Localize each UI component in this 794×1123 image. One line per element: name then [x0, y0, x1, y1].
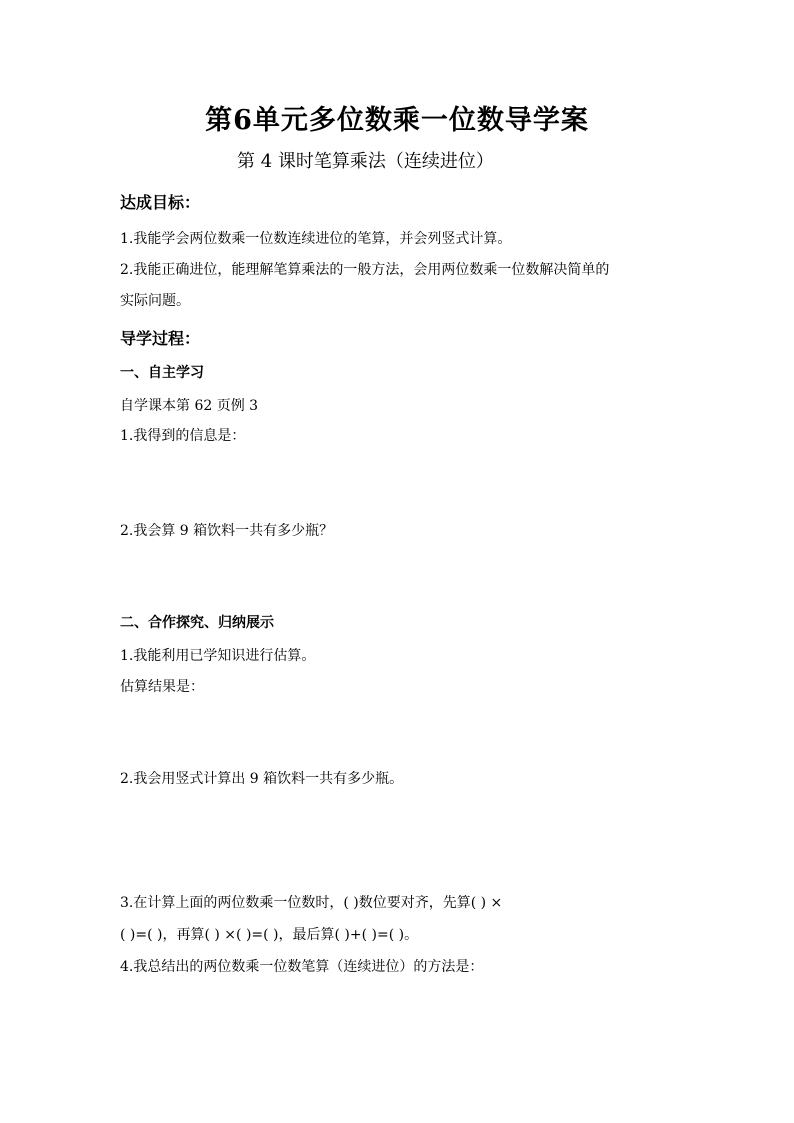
section2-line: 1.我能利用已学知识进行估算。: [120, 648, 316, 664]
lesson-subtitle: 第 4 课时笔算乘法（连续进位）: [237, 151, 494, 172]
process-heading: 导学过程：: [120, 329, 201, 348]
section2-line: 3.在计算上面的两位数乘一位数时，( )数位要对齐，先算( ) ×: [120, 895, 503, 911]
section1-title: 一、自主学习: [120, 365, 204, 381]
section2-line: ( )=( )，再算( ) ×( )=( )，最后算( )+( )=( )。: [120, 927, 419, 943]
goal-item: 实际问题。: [120, 293, 190, 309]
section2-title: 二、合作探究、归纳展示: [120, 615, 274, 631]
section2-line: 4.我总结出的两位数乘一位数笔算（连续进位）的方法是：: [120, 959, 484, 975]
goal-item: 1.我能学会两位数乘一位数连续进位的笔算，并会列竖式计算。: [120, 231, 512, 247]
page-title: 第6单元多位数乘一位数导学案: [205, 105, 589, 136]
section2-line: 估算结果是：: [120, 679, 204, 695]
section1-line: 1.我得到的信息是：: [120, 428, 246, 444]
section1-line: 自学课本第 62 页例 3: [120, 398, 259, 414]
section2-line: 2.我会用竖式计算出 9 箱饮料一共有多少瓶。: [120, 771, 404, 787]
section1-line: 2.我会算 9 箱饮料一共有多少瓶？: [120, 523, 334, 539]
goal-item: 2.我能正确进位，能理解笔算乘法的一般方法，会用两位数乘一位数解决简单的: [120, 262, 610, 278]
goals-heading: 达成目标：: [120, 193, 201, 212]
